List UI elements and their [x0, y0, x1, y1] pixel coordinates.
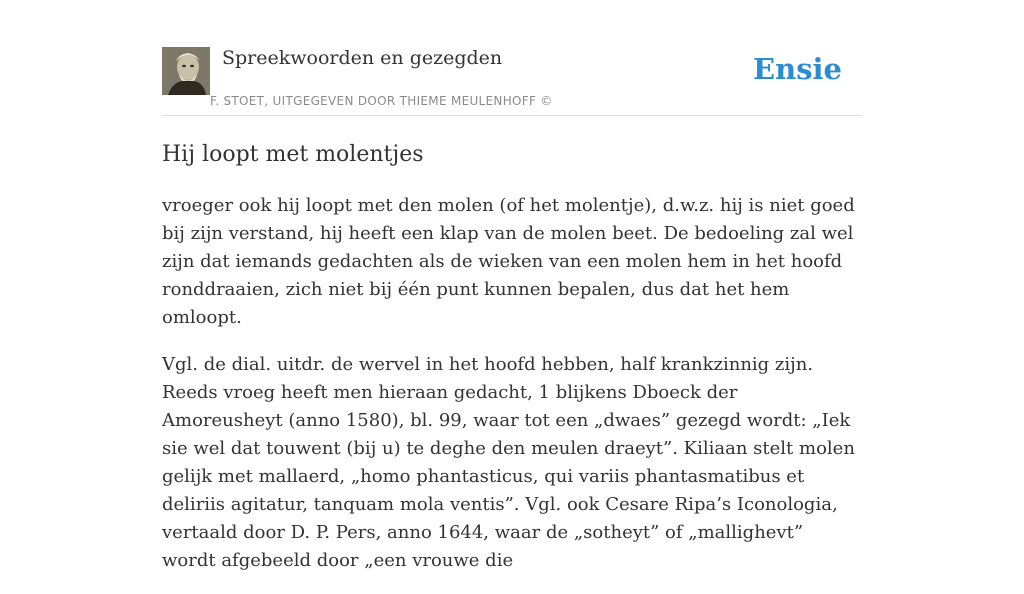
entry-paragraph: Vgl. de dial. uitdr. de wervel in het hoofd hebben, half krankzinnig zijn. Reeds vroeg heeft men hieraan gedacht, 1 blijkens Dboeck der Amoreusheyt (anno 1580), bl. 99, waar tot een „dwaes” gezegd wordt: „Iek sie wel dat touwent (bij u) te deghe den meulen draeyt”. Kiliaan stelt molen gelijk met mallaerd, „homo phantasticus, qui variis phantasmatibus et deliriis agitatur, tanquam mola ventis”. Vgl. ook Cesare Ripa’s Iconologia, vertaald door D. P. Pers, anno 1644, waar de „sotheyt” of „mallighevt” wordt afgebeeld door „een vrouwe die: [162, 354, 855, 571]
entry-title: Hij loopt met molentjes: [162, 142, 424, 167]
book-title[interactable]: Spreekwoorden en gezegden: [222, 47, 503, 69]
book-header: [162, 46, 862, 116]
entry-paragraph: vroeger ook hij loopt met den molen (of het molentje), d.w.z. hij is niet goed bij zijn verstand, hij heeft een klap van de molen beet. De bedoeling zal wel zijn dat iemands gedachten als de wieken van een molen hem in het hoofd ronddraaien, zich niet bij één punt kunnen bepalen, dus dat het hem omloopt.: [162, 195, 855, 328]
ensie-logo[interactable]: Ensie: [753, 52, 842, 86]
author-byline: F. STOET, UITGEGEVEN DOOR THIEME MEULENHOFF ©: [210, 94, 553, 108]
entry-content: [162, 192, 862, 594]
author-portrait-icon[interactable]: [162, 47, 210, 95]
